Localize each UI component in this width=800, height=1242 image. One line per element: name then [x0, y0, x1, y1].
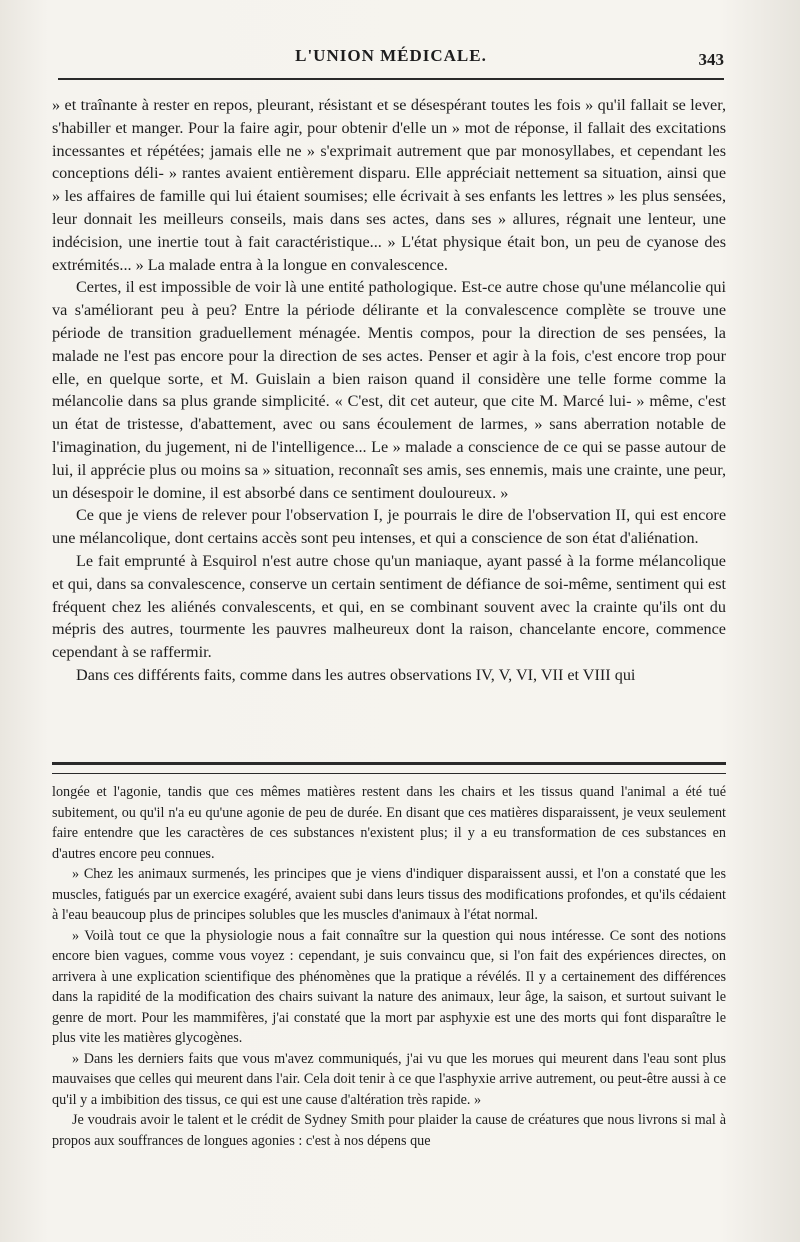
feuilleton-paragraph: » Voilà tout ce que la physiologie nous a fait connaître sur la question qui nous intéresse. Ce sont des notions encore bien vagues, comme vous voyez : cependant, je suis convaincu que, si l'on fait des expériences directes, on arrivera à une explication scientifique des phénomènes que la pratique a révélés. Il y a certainement des différences dans la rapidité de la modification des chairs suivant la nature des animaux, leur âge, la saison, et surtout suivant le genre de mort. Pour les mammifères, j'ai constaté que la mort par asphyxie est une des morts qui font disparaître le plus vite les matières glycogènes. — [52, 927, 726, 1046]
header-rule — [58, 78, 724, 80]
feuilleton-paragraph: » Dans les derniers faits que vous m'avez communiqués, j'ai vu que les morues qui meurent dans l'eau sont plus mauvaises que celles qui meurent dans l'air. Cela doit tenir à ce que l'asphyxie arrive autrement, ou peut-être aussi à ce qu'il y a imbibition des tissus, ce qui est une cause d'altération très rapide. » — [52, 1050, 726, 1108]
page-number: 343 — [698, 50, 724, 69]
feuilleton-paragraph: » Chez les animaux surmenés, les principes que je viens d'indiquer disparaissent aussi, et l'on a constaté que les muscles, fatigués par un exercice exagéré, avaient subi dans leurs tissus des modifications profondes, et qu'ils cédaient à l'eau beaucoup plus de principes solubles que les muscles d'animaux à l'état normal. — [52, 866, 726, 923]
main-paragraph: Ce que je viens de relever pour l'observation I, je pourrais le dire de l'observation II, qui est encore une mélancolique, dont certains accès sont peu intenses, et qui a conscience de son état d'aliénation. — [52, 506, 726, 548]
page-header — [58, 44, 724, 74]
section-divider — [52, 762, 726, 774]
main-paragraph: Certes, il est impossible de voir là une entité pathologique. Est-ce autre chose qu'une mélancolie qui va s'améliorant peu à peu? Entre la période délirante et la convalescence complète se trouve une période de transition graduellement ménagée. Mentis compos, pour la direction de ses pensées, la malade ne l'est pas encore pour la direction de ses actes. Penser et agir à la fois, c'est encore trop pour elle, en quelque sorte, et M. Guislain a bien raison quand il considère une telle forme comme la mélancolie dans sa plus grande simplicité. « C'est, dit cet auteur, que cite M. Marcé lui- » même, c'est un état de tristesse, d'abattement, avec ou sans écoulement de larmes, » sans aberration notable de l'imagination, du jugement, ni de l'intelligence... Le » malade a conscience de ce qui se passe autour de lui, il apprécie plus ou moins sa » situation, reconnaît ses amis, ses ennemis, mais une crainte, une peur, un désespoir le domine, il est absorbé dans ce sentiment douloureux. » — [52, 278, 726, 502]
feuilleton-text — [52, 782, 726, 1151]
feuilleton-paragraph: Je voudrais avoir le talent et le crédit de Sydney Smith pour plaider la cause de créatures que nous livrons si mal à propos aux souffrances de longues agonies : c'est à nos dépens que — [52, 1112, 726, 1149]
main-paragraph: » et traînante à rester en repos, pleurant, résistant et se désespérant toutes les fois » qu'il fallait se lever, s'habiller et manger. Pour la faire agir, pour obtenir d'elle un » mot de réponse, il fallait des excitations incessantes et répétées; jamais elle ne » s'exprimait autrement que par monosyllabes, et cependant les conceptions déli- » rantes avaient entièrement disparu. Elle appréciait nettement sa situation, ainsi que » les affaires de famille qui lui étaient soumises; elle écrivait à ses enfants les lettres » les plus sensées, leur donnait les meilleurs conseils, mais dans ses actes, dans ses » allures, régnait une lenteur, une indécision, une inertie tout à fait caractéristique... » L'état physique était bon, un peu de cyanose des extrémités... » La malade entra à la longue en convalescence. — [52, 96, 726, 274]
feuilleton-paragraph: longée et l'agonie, tandis que ces mêmes matières restent dans les chairs et les tissus quand l'animal a été tué subitement, ou qu'il n'a eu qu'une agonie de peu de durée. En disant que ces matières disparaissent, je veux seulement faire entendre que les caractères de ces substances n'existent plus; il y a eu transformation de ces substances en d'autres encore peu connues. — [52, 784, 726, 862]
running-title: L'UNION MÉDICALE. — [295, 46, 487, 65]
main-paragraph: Dans ces différents faits, comme dans les autres observations IV, V, VI, VII et VIII qui — [76, 665, 636, 684]
main-paragraph: Le fait emprunté à Esquirol n'est autre chose qu'un maniaque, ayant passé à la forme mélancolique et qui, dans sa convalescence, conserve un certain sentiment de défiance de soi-même, sentiment qui est fréquent chez les aliénés convalescents, et qui, en se combinant souvent avec la crainte qu'ils ont du mépris des autres, tourmente les pauvres malheureux dont la raison, chancelante encore, commence cependant à se raffermir. — [52, 551, 726, 662]
main-text — [52, 94, 726, 687]
